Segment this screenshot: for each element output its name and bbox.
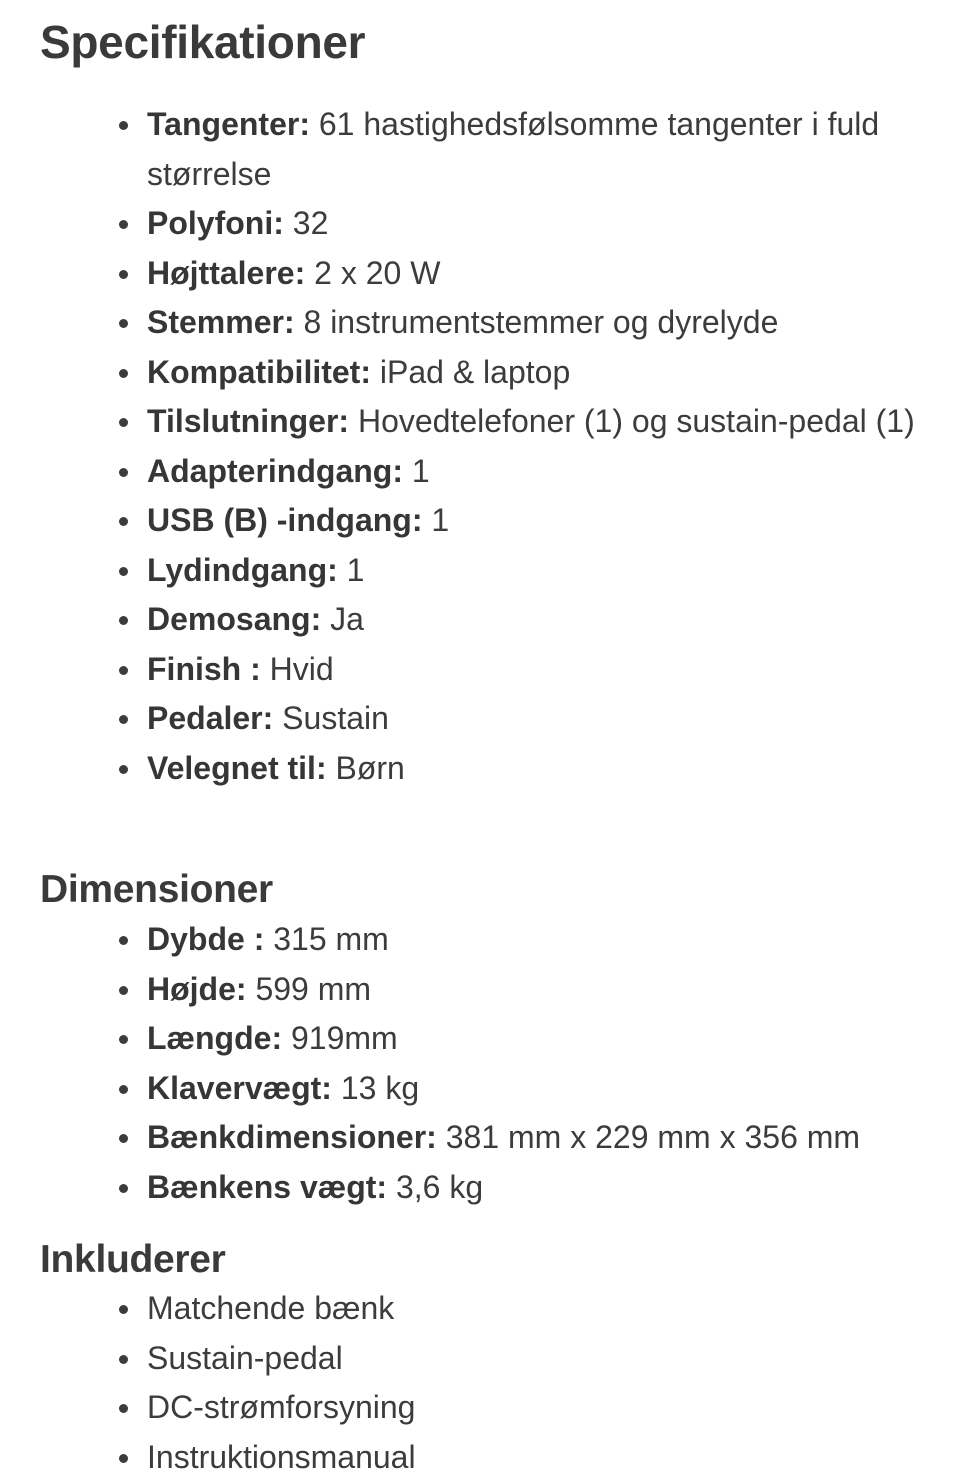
list-item: [147, 694, 937, 744]
list-item: [147, 546, 937, 596]
dimension-value: 315 mm: [264, 921, 388, 957]
list-item: [147, 645, 937, 695]
list-item: [147, 1014, 937, 1064]
list-item: [147, 595, 937, 645]
dimension-label: Dybde :: [147, 921, 264, 957]
spec-value: Ja: [321, 601, 364, 637]
spec-value: iPad & laptop: [371, 354, 570, 390]
list-item: [147, 100, 937, 199]
dimension-value: 381 mm x 229 mm x 356 mm: [437, 1119, 860, 1155]
list-item: Sustain-pedal: [147, 1334, 937, 1384]
list-item: Instruktionsmanual: [147, 1433, 937, 1482]
spec-value: Sustain: [273, 700, 389, 736]
spec-value: 8 instrumentstemmer og dyrelyde: [295, 304, 779, 340]
list-item: [147, 1064, 937, 1114]
dimension-label: Klavervægt:: [147, 1070, 332, 1106]
spec-label: Pedaler:: [147, 700, 273, 736]
spec-label: USB (B) -indgang:: [147, 502, 423, 538]
spec-label: Demosang:: [147, 601, 321, 637]
spec-value: Hovedtelefoner (1) og sustain-pedal (1): [349, 403, 915, 439]
spec-label: Velegnet til:: [147, 750, 327, 786]
spec-label: Stemmer:: [147, 304, 295, 340]
list-item: [147, 1163, 937, 1213]
list-item: [147, 397, 937, 447]
dimensions-list: [147, 915, 937, 1212]
includes-list: [147, 1284, 937, 1482]
spec-label: Polyfoni:: [147, 205, 284, 241]
list-item: [147, 965, 937, 1015]
spec-label: Kompatibilitet:: [147, 354, 371, 390]
list-item: DC-strømforsyning: [147, 1383, 937, 1433]
spec-label: Tangenter:: [147, 106, 310, 142]
spec-value: Børn: [327, 750, 405, 786]
list-item: [147, 447, 937, 497]
spec-value: 1: [423, 502, 450, 538]
list-item: [147, 1113, 937, 1163]
dimensions-heading: Dimensioner: [40, 866, 273, 914]
spec-value: 32: [284, 205, 328, 241]
specifications-heading: Specifikationer: [40, 14, 365, 70]
list-item: [147, 744, 937, 794]
list-item: [147, 496, 937, 546]
spec-value: Hvid: [261, 651, 334, 687]
includes-heading: Inkluderer: [40, 1236, 226, 1284]
dimension-label: Bænkens vægt:: [147, 1169, 387, 1205]
dimension-label: Længde:: [147, 1020, 282, 1056]
dimension-value: 919mm: [282, 1020, 398, 1056]
dimension-value: 3,6 kg: [387, 1169, 483, 1205]
spec-value: 61 hastighedsfølsomme tangenter i fuld størrelse: [147, 106, 879, 192]
spec-label: Finish :: [147, 651, 261, 687]
list-item: [147, 199, 937, 249]
list-item: Matchende bænk: [147, 1284, 937, 1334]
spec-value: 1: [403, 453, 430, 489]
spec-value: 1: [338, 552, 365, 588]
dimension-value: 13 kg: [332, 1070, 419, 1106]
list-item: [147, 348, 937, 398]
spec-label: Tilslutninger:: [147, 403, 349, 439]
dimension-label: Højde:: [147, 971, 247, 1007]
spec-label: Lydindgang:: [147, 552, 338, 588]
spec-label: Højttalere:: [147, 255, 305, 291]
specifications-list: [147, 100, 937, 793]
list-item: [147, 298, 937, 348]
dimension-value: 599 mm: [247, 971, 371, 1007]
spec-label: Adapterindgang:: [147, 453, 403, 489]
dimension-label: Bænkdimensioner:: [147, 1119, 437, 1155]
spec-value: 2 x 20 W: [305, 255, 440, 291]
list-item: [147, 249, 937, 299]
list-item: [147, 915, 937, 965]
